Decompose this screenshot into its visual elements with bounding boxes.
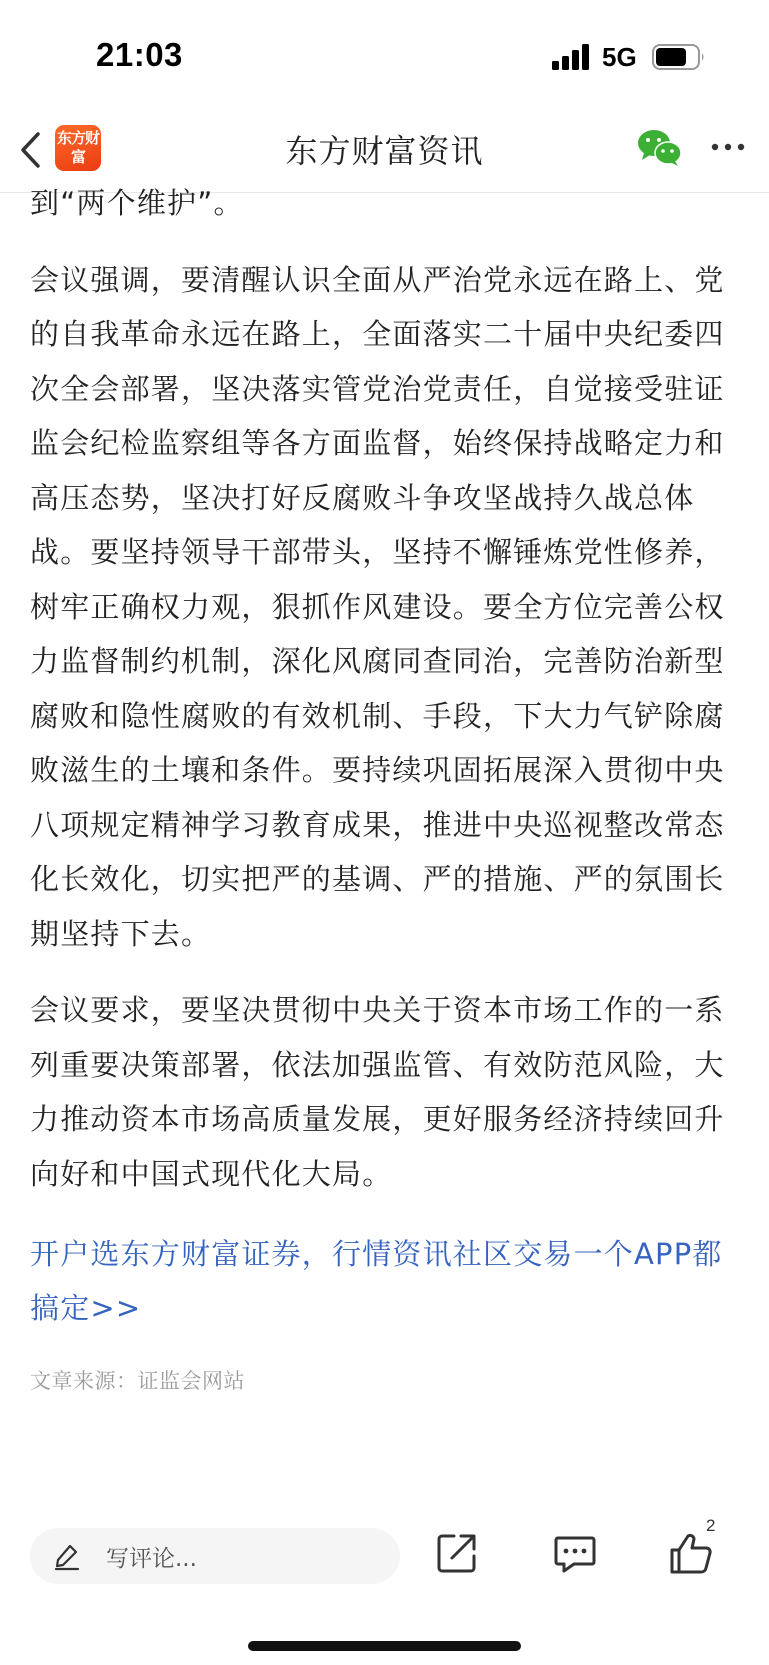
article-paragraph: 到“两个维护”。 [30,186,244,220]
bottom-action-bar [0,1512,769,1592]
status-bar [0,0,769,110]
wechat-icon[interactable] [636,127,682,167]
article-body [30,186,742,1395]
article-paragraph: 会议强调，要清醒认识全面从严治党永远在路上、党的自我革命永远在路上，全面落实二十届中央纪委四次全会部署，坚决落实管党治党责任，自觉接受驻证监会纪检监察组等各方面监督，始终保持战略定力和高压态势，坚决打好反腐败斗争攻坚战持久战总体战。要坚持领导干部带头，坚持不懈锤炼党性修养，树牢正确权力观，狠抓作风建设。要全方位完善公权力监督制约机制，深化风腐同查同治，完善防治新型腐败和隐性腐败的有效机制、手段，下大力气铲除腐败滋生的土壤和条件。要持续巩固拓展深入贯彻中央八项规定精神学习教育成果，推进中央巡视整改常态化长效化，切实把严的基调、严的措施、严的氛围长期坚持下去。 [30,262,725,951]
status-time: 21:03 [96,36,183,73]
network-type: 5G [602,42,637,72]
app-logo: 东方财富 [55,125,101,171]
thumbs-up-icon[interactable] [668,1530,714,1576]
comment-icon[interactable] [552,1530,598,1576]
comment-input[interactable] [30,1528,400,1584]
more-dots-icon[interactable] [708,132,748,162]
home-indicator[interactable] [248,1641,521,1651]
article-source: 文章来源：证监会网站 [30,1369,245,1393]
battery-icon [652,44,706,70]
like-count: 2 [706,1516,716,1535]
signal-icon [552,44,592,70]
pencil-icon [52,1541,82,1571]
open-account-promo-link[interactable]: 开户选东方财富证券，行情资讯社区交易一个APP都搞定>> [30,1237,723,1325]
comment-placeholder: 写评论... [106,1546,197,1572]
page-title: 东方财富资讯 [285,132,484,170]
article-paragraph: 会议要求，要坚决贯彻中央关于资本市场工作的一系列重要决策部署，依法加强监管、有效防范风险，大力推动资本市场高质量发展，更好服务经济持续回升向好和中国式现代化大局。 [30,993,725,1191]
share-icon[interactable] [434,1530,480,1576]
